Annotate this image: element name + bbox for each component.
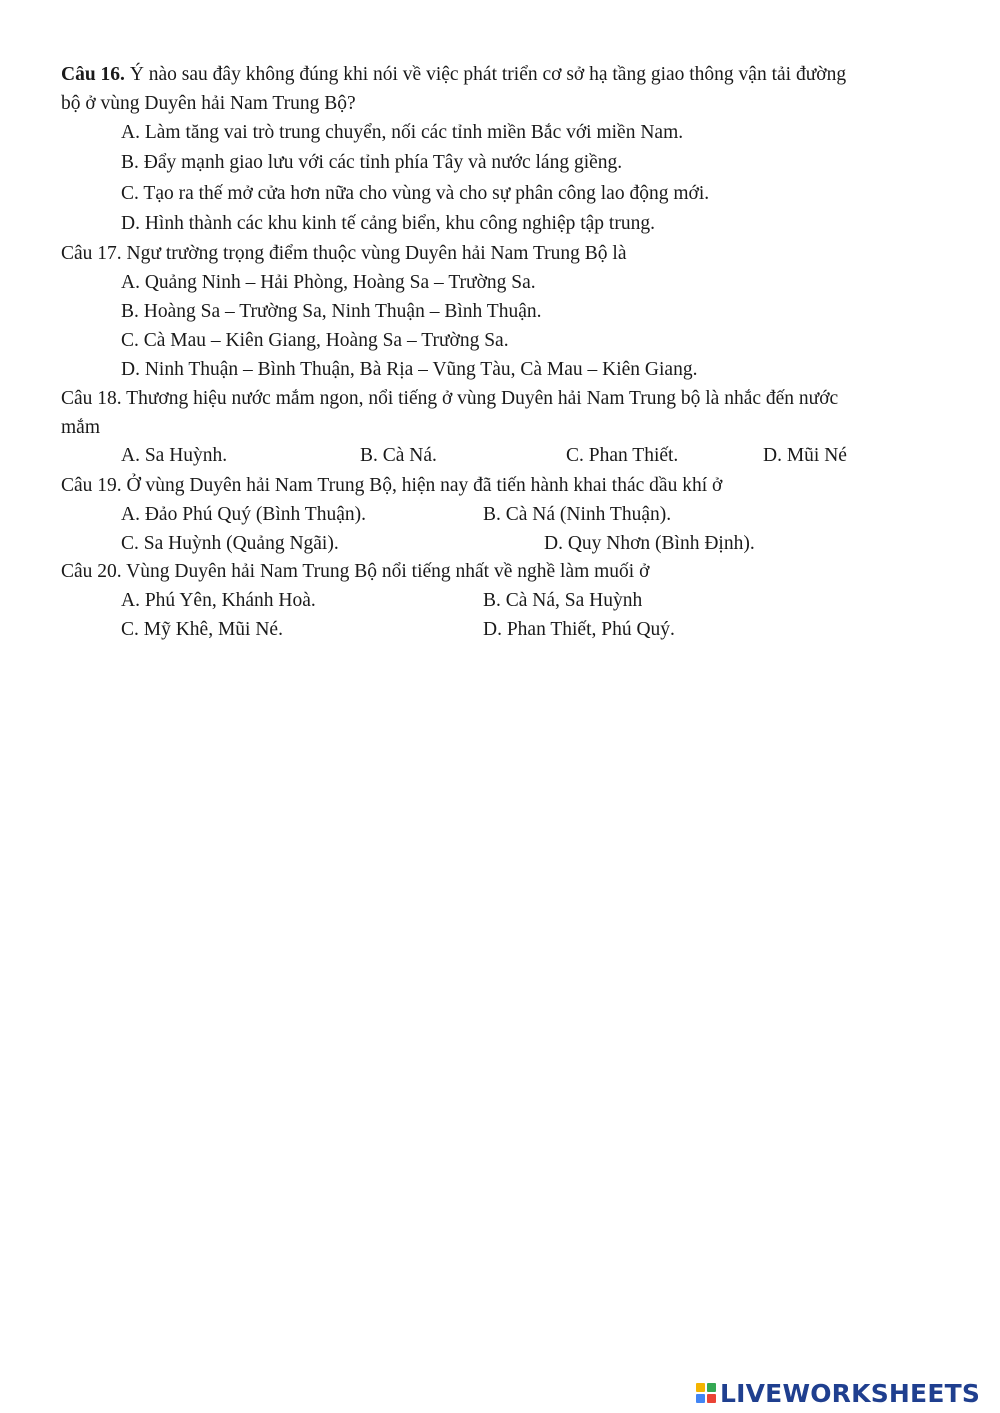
question-16-option-a: A. Làm tăng vai trò trung chuyển, nối các tỉnh miền Bắc với miền Nam. xyxy=(121,122,684,143)
liveworksheets-logo xyxy=(696,1374,980,1412)
question-17-option-a: A. Quảng Ninh – Hải Phòng, Hoàng Sa – Trường Sa. xyxy=(121,272,536,293)
question-20-option-c: C. Mỹ Khê, Mũi Né. xyxy=(121,619,283,640)
liveworksheets-mark-icon xyxy=(696,1383,716,1403)
question-18-stem-line-2: mắm xyxy=(61,417,100,438)
question-16-stem-line-1 xyxy=(61,60,846,89)
question-20-option-a: A. Phú Yên, Khánh Hoà. xyxy=(121,590,316,611)
logo-text: LIVEWORKSHEETS xyxy=(720,1378,981,1408)
question-16-option-c: C. Tạo ra thế mở cửa hơn nữa cho vùng và cho sự phân công lao động mới. xyxy=(121,183,710,204)
question-16-number: Câu 16. xyxy=(61,64,125,85)
question-17-option-d: D. Ninh Thuận – Bình Thuận, Bà Rịa – Vũng Tàu, Cà Mau – Kiên Giang. xyxy=(121,359,698,380)
question-20-stem: Câu 20. Vùng Duyên hải Nam Trung Bộ nổi tiếng nhất về nghề làm muối ở xyxy=(61,561,650,582)
question-16-option-b: B. Đẩy mạnh giao lưu với các tỉnh phía Tây và nước láng giềng. xyxy=(121,152,623,173)
question-19-option-c: C. Sa Huỳnh (Quảng Ngãi). xyxy=(121,533,339,554)
question-17-option-b: B. Hoàng Sa – Trường Sa, Ninh Thuận – Bình Thuận. xyxy=(121,301,542,322)
question-16-stem-line-2: bộ ở vùng Duyên hải Nam Trung Bộ? xyxy=(61,93,356,114)
question-19-option-a: A. Đảo Phú Quý (Bình Thuận). xyxy=(121,504,366,525)
question-18-stem-line-1: Câu 18. Thương hiệu nước mắm ngon, nổi tiếng ở vùng Duyên hải Nam Trung bộ là nhắc đến nước xyxy=(61,388,839,409)
question-19-option-d: D. Quy Nhơn (Bình Định). xyxy=(544,533,755,554)
question-18-option-d: D. Mũi Né xyxy=(763,445,847,466)
question-18-option-b: B. Cà Ná. xyxy=(360,445,437,466)
question-18-option-a: A. Sa Huỳnh. xyxy=(121,445,228,466)
question-17-option-c: C. Cà Mau – Kiên Giang, Hoàng Sa – Trường Sa. xyxy=(121,330,509,351)
question-19-option-b: B. Cà Ná (Ninh Thuận). xyxy=(483,504,672,525)
question-20-option-d: D. Phan Thiết, Phú Quý. xyxy=(483,619,675,640)
question-16-option-d: D. Hình thành các khu kinh tế cảng biển, khu công nghiệp tập trung. xyxy=(121,213,655,234)
question-17-stem: Câu 17. Ngư trường trọng điểm thuộc vùng Duyên hải Nam Trung Bộ là xyxy=(61,243,627,264)
question-16-stem: Ý nào sau đây không đúng khi nói về việc phát triển cơ sở hạ tầng giao thông vận tải đường xyxy=(124,64,847,85)
question-19-stem: Câu 19. Ở vùng Duyên hải Nam Trung Bộ, hiện nay đã tiến hành khai thác dầu khí ở xyxy=(61,475,723,496)
question-20-option-b: B. Cà Ná, Sa Huỳnh xyxy=(483,590,643,611)
question-18-option-c: C. Phan Thiết. xyxy=(566,445,679,466)
